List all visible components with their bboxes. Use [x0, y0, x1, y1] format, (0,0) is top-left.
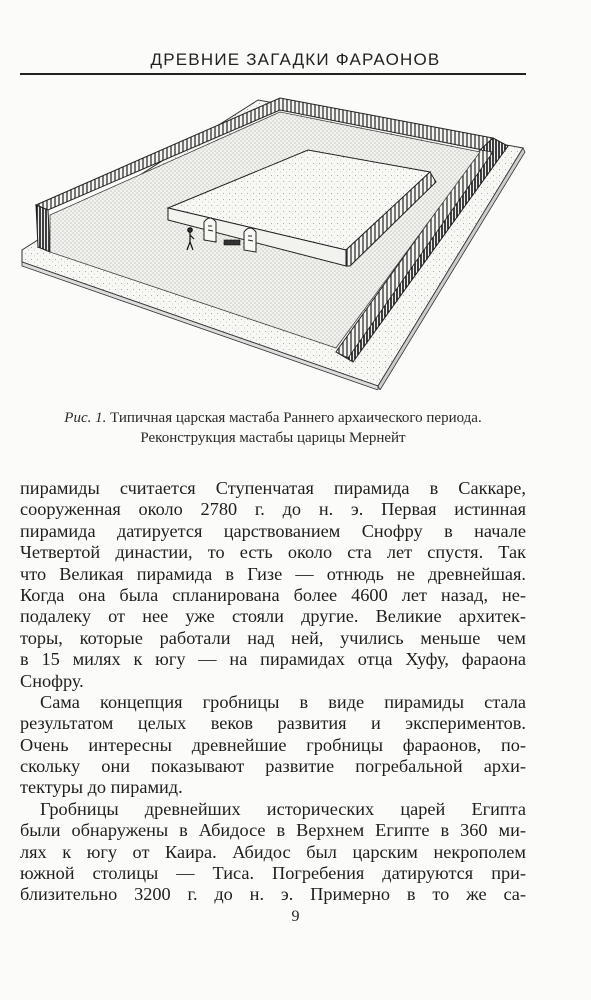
- body-line: близительно 3200 г. до н. э. Примерно в то же са-: [20, 884, 526, 905]
- body-line: в 15 милях к югу — на пирамидах отца Хуфу, фараона: [20, 649, 526, 670]
- paragraph-start: Гробницы древнейших исторических царей Египта: [40, 798, 526, 819]
- paragraph-start: Сама концепция гробницы в виде пирамиды стала: [40, 691, 526, 712]
- body-line: Четвертой династии, то есть около ста лет спустя. Так: [20, 542, 526, 563]
- enclosure-wall-left: [36, 205, 50, 252]
- mastaba-illustration: [18, 90, 530, 390]
- offering-table: [224, 240, 240, 245]
- body-line: лях к югу от Каира. Абидос был царским некрополем: [20, 841, 526, 862]
- body-line: что Великая пирамида в Гизе — отнюдь не древнейшая.: [20, 563, 526, 584]
- caption-line-2: Реконструкция мастабы царицы Мернейт: [140, 430, 406, 446]
- body-line: торы, которые работали над ней, учились меньше чем: [20, 627, 526, 648]
- body-text: [20, 478, 526, 906]
- body-line: сооруженная около 2780 г. до н. э. Первая истинная: [20, 499, 526, 520]
- body-line: Снофру.: [20, 670, 84, 691]
- running-header: ДРЕВНИЕ ЗАГАДКИ ФАРАОНОВ: [150, 50, 441, 69]
- page-number: 9: [291, 908, 300, 925]
- stela-left: [204, 218, 216, 242]
- body-line: тектуры до пирамид.: [20, 777, 183, 798]
- body-line: пирамиды считается Ступенчатая пирамида в Саккаре,: [20, 478, 526, 498]
- body-line: подалеку от нее уже стояли другие. Великие архитек-: [20, 606, 526, 627]
- stela-right: [244, 228, 256, 252]
- body-line: Очень интересны древнейшие гробницы фараонов, по-: [20, 734, 526, 755]
- figure-label: Рис. 1.: [64, 410, 107, 426]
- header-rule: [20, 73, 526, 75]
- body-line: были обнаружены в Абидосе в Верхнем Египте в 360 ми-: [20, 820, 526, 841]
- body-line: южной столицы — Тиса. Погребения датируются при-: [20, 863, 526, 884]
- figure-caption: [20, 408, 526, 448]
- body-line: Когда она была спланирована более 4600 лет назад, не-: [20, 584, 526, 605]
- body-line: скольку они показывают развитие погребальной архи-: [20, 756, 526, 777]
- caption-line-1: Рис. 1. Типичная царская мастаба Раннего архаического периода.: [64, 410, 482, 426]
- body-line: пирамида датируется царствованием Снофру в начале: [20, 520, 526, 541]
- body-line: результатом целых веков развития и экспериментов.: [20, 713, 526, 734]
